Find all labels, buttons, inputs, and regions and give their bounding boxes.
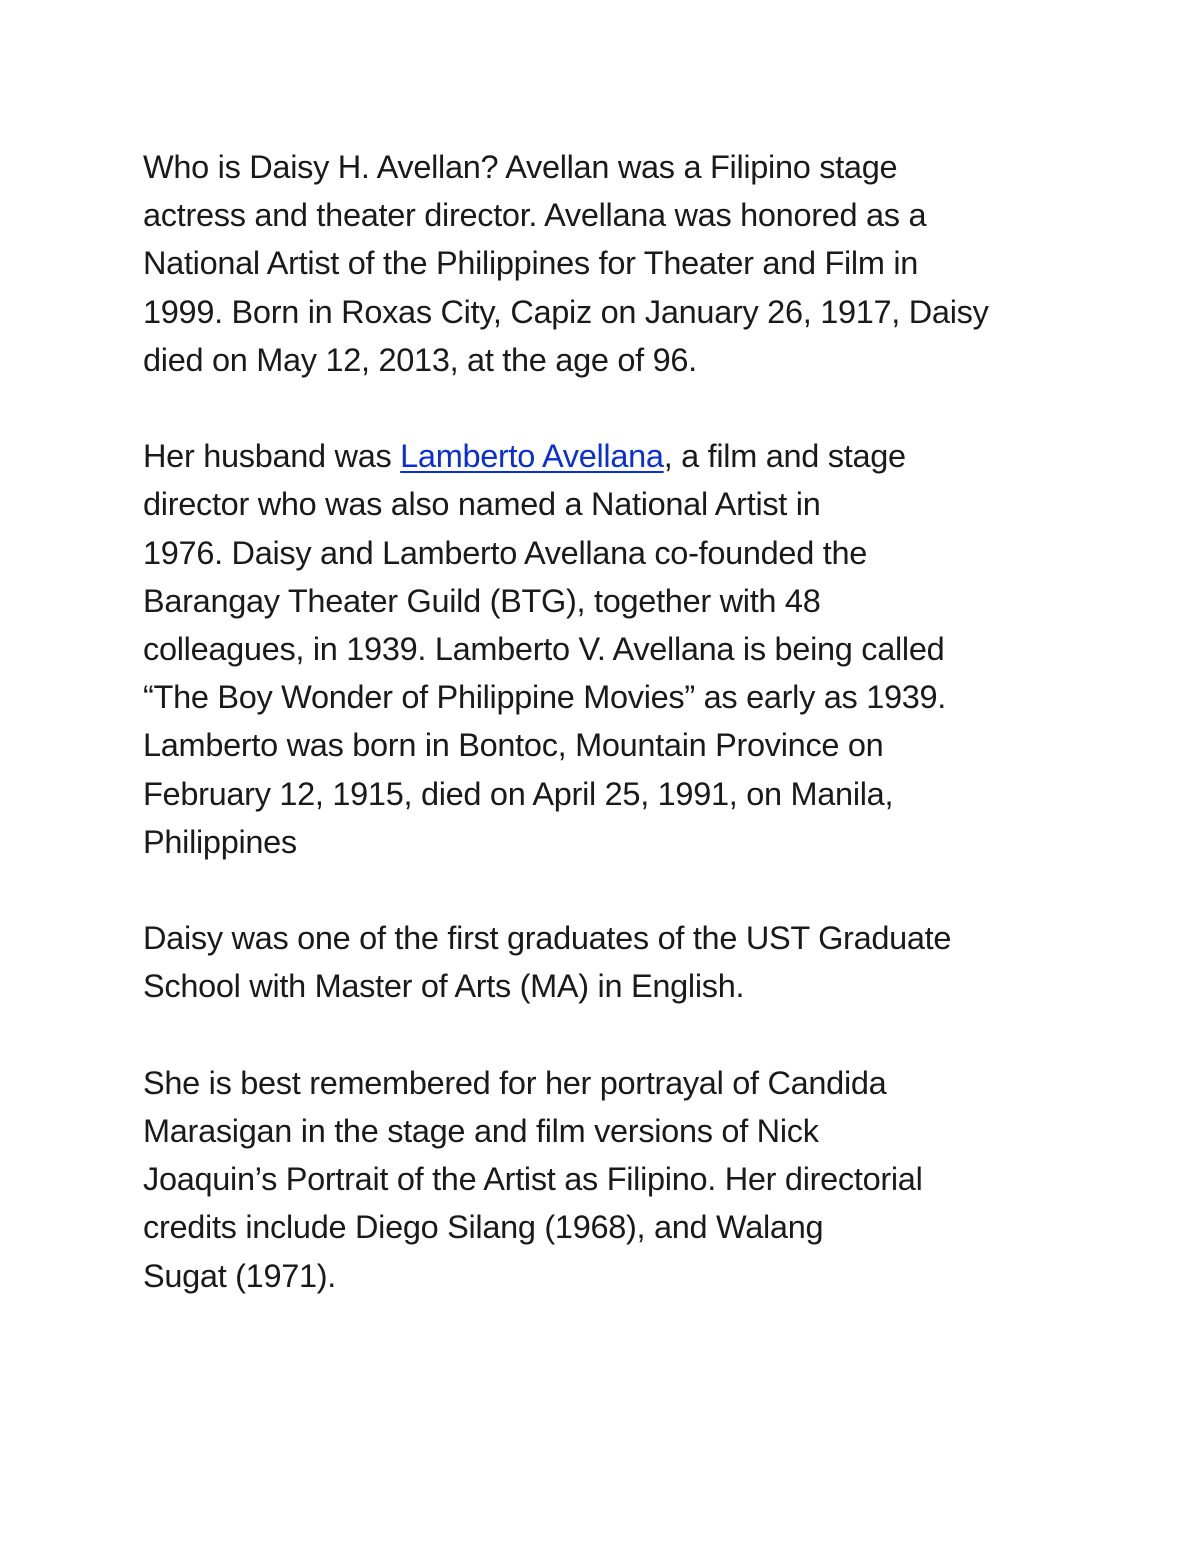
lamberto-avellana-link[interactable]: Lamberto Avellana (400, 438, 664, 475)
paragraph-husband-rest: , a film and stage director who was also named a National Artist in 1976. Daisy and Lamberto Avellana co-founded the Barangay Theater Guild (BTG), together with 48 colleagues, in 1939. Lamberto V. Avellana is being called “The Boy Wonder of Philippine Movies” as early as 1939. Lamberto was born in Bontoc, Mountain Province on February 12, 1915, died on April 25, 1991, on Manila, Philippines (143, 438, 947, 860)
paragraph-career: She is best remembered for her portrayal of Candida Marasigan in the stage and film versions of Nick Joaquin’s Portrait of the Artist as Filipino. Her directorial credits include Diego Silang (1968), and Walang Sugat (1971). (143, 1064, 923, 1294)
document-body (143, 143, 1073, 1300)
paragraph-intro: Who is Daisy H. Avellan? Avellan was a Filipino stage actress and theater director. Avellana was honored as a National Artist of the Philippines for Theater and Film in 1999. Born in Roxas City, Capiz on January 26, 1917, Daisy died on May 12, 2013, at the age of 96. (143, 149, 989, 378)
paragraph-education: Daisy was one of the first graduates of the UST Graduate School with Master of Arts (MA) in English. (143, 920, 952, 1005)
paragraph-husband (143, 432, 1073, 866)
paragraph-husband-lead: Her husband was (143, 438, 401, 475)
